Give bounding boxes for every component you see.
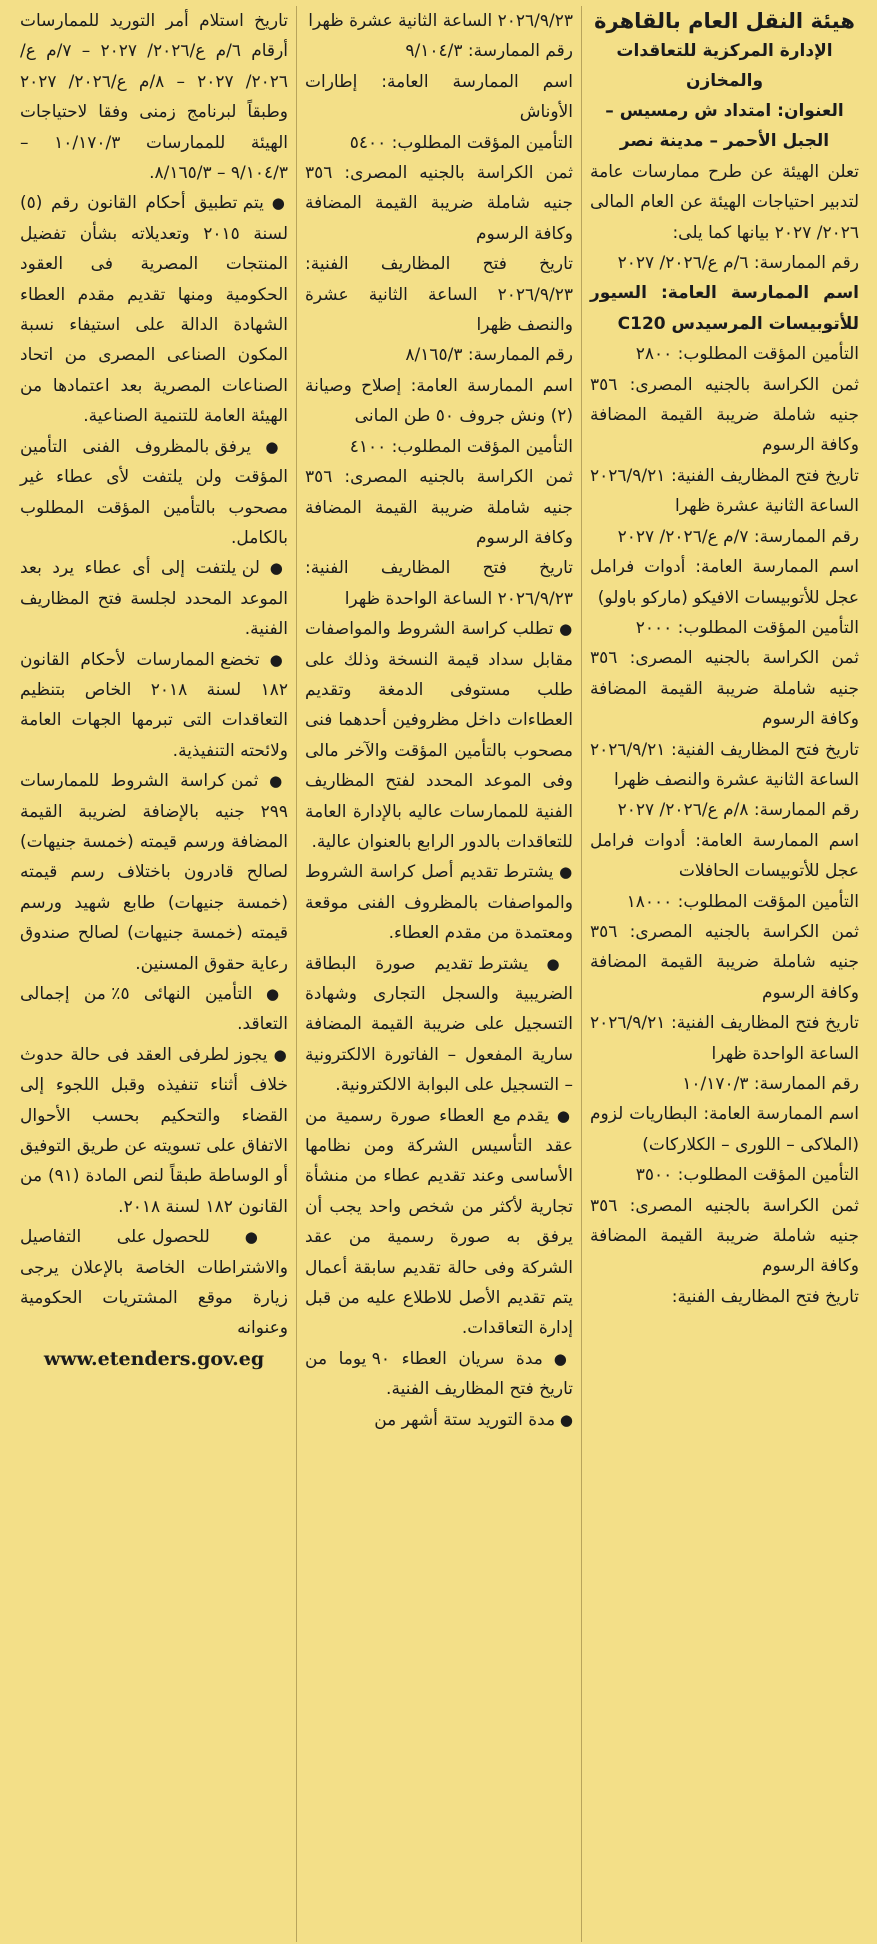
tender-line: ثمن الكراسة بالجنيه المصرى: ٣٥٦ جنيه شاملة ضريبة القيمة المضافة وكافة الرسوم (590, 374, 859, 456)
condition-bullet: ● يرفق بالمظروف الفنى التأمين المؤقت ولن يلتفت لأى عطاء غير مصحوب بالتأمين المؤقت المطلوب بالكامل. (20, 432, 288, 554)
condition-bullet: ● يقدم مع العطاء صورة رسمية من عقد التأسيس الشركة ومن نظامها الأساسى وعند تقديم عطاء من منشأة تجارية لأكثر من شخص واحد يجب أن يرفق به صورة رسمية من عقد الشركة وفى حالة تقديم سابقة أعمال يتم تقديم الأصل للاطلاع عليه من قبل إدارة التعاقدات. (305, 1101, 573, 1344)
tender-line: ثمن الكراسة بالجنيه المصرى: ٣٥٦ جنيه شاملة ضريبة القيمة المضافة وكافة الرسوم (590, 648, 859, 730)
column-middle (297, 6, 582, 1942)
tender-line: اسم الممارسة العامة: السيور للأتوبيسات المرسيدس C120 (590, 283, 859, 334)
supply-intro: تاريخ استلام أمر التوريد للممارسات أرقام ٦/م ع/٢٠٢٦/ ٢٠٢٧ – ٧/م ع/٢٠٢٦/ ٢٠٢٧ – ٨/م ع/٢٠٢٦/ ٢٠٢٧ وطبقاً لبرنامج زمنى وفقا لاحتياجات الهيئة للممارسات ١٠/١٧٠/٣ – ٩/١٠٤/٣ – ٨/١٦٥/٣. (20, 11, 289, 184)
condition-bullet: ● يشترط تقديم صورة البطاقة الضريبية والسجل التجارى وشهادة التسجيل على ضريبة القيمة المضافة سارية المفعول – الفاتورة الالكترونية – التسجيل على البوابة الالكترونية. (305, 949, 573, 1101)
condition-bullet: ● يشترط تقديم أصل كراسة الشروط والمواصفات بالمظروف الفنى موقعة ومعتمدة من مقدم العطاء. (305, 857, 573, 948)
tender-line: تاريخ فتح المظاريف الفنية: ٢٠٢٦/٩/٢١ الساعة الواحدة ظهرا (590, 1013, 859, 1064)
authority-title: هيئة النقل العام بالقاهرة (594, 9, 855, 33)
tender-line: التأمين المؤقت المطلوب: ٣٥٠٠ (635, 1165, 859, 1186)
condition-bullet: ● لن يلتفت إلى أى عطاء يرد بعد الموعد المحدد لجلسة فتح المظاريف الفنية. (20, 553, 288, 644)
tender-line: التأمين المؤقت المطلوب: ٤١٠٠ (349, 436, 573, 457)
condition-bullet: ● للحصول على التفاصيل والاشتراطات الخاصة بالإعلان يرجى زيارة موقع المشتريات الحكومية وعنوانه (20, 1222, 288, 1344)
condition-bullet: ● مدة التوريد ستة أشهر من (305, 1405, 573, 1435)
condition-bullet: ● يتم تطبيق أحكام القانون رقم (٥) لسنة ٢٠١٥ وتعديلاته بشأن تفضيل المنتجات المصرية فى العقود الحكومية ومنها تقديم مقدم العطاء الشهادة الدالة على استيفاء نسبة المكون الصناعى المصرى من اتحاد الصناعات المصرية بعد اعتمادها من الهيئة العامة للتنمية الصناعية. (20, 188, 288, 431)
condition-bullet: ● ثمن كراسة الشروط للممارسات ٢٩٩ جنيه بالإضافة لضريبة القيمة المضافة ورسم قيمته (خمسة جنيهات) لصالح قادرون باختلاف رسم قيمته (خمسة جنيهات) طابع شهيد ورسم قيمته (خمسة جنيهات) لصالح صندوق رعاية حقوق المسنين. (20, 766, 288, 979)
tender-line: ٢٠٢٦/٩/٢٣ الساعة الثانية عشرة ظهرا (308, 11, 573, 31)
tender-line: ثمن الكراسة بالجنيه المصرى: ٣٥٦ جنيه شاملة ضريبة القيمة المضافة وكافة الرسوم (305, 467, 573, 548)
tender-line: التأمين المؤقت المطلوب: ٢٠٠٠ (635, 617, 859, 638)
department-subtitle: الإدارة المركزية للتعاقدات والمخازن (616, 41, 833, 91)
tender-line: ثمن الكراسة بالجنيه المصرى: ٣٥٦ جنيه شاملة ضريبة القيمة المضافة وكافة الرسوم (590, 921, 859, 1003)
tender-line: رقم الممارسة: ٩/١٠٤/٣ (405, 41, 573, 62)
tender-line: التأمين المؤقت المطلوب: ٥٤٠٠ (349, 132, 573, 153)
address: العنوان: امتداد ش رمسيس – الجبل الأحمر – مدينة نصر (605, 101, 844, 152)
tender-line: تاريخ فتح المظاريف الفنية: ٢٠٢٦/٩/٢١ الساعة الثانية عشرة ظهرا (590, 465, 859, 517)
column-right (582, 6, 867, 1942)
tender-line: ثمن الكراسة بالجنيه المصرى: ٣٥٦ جنيه شاملة ضريبة القيمة المضافة وكافة الرسوم (305, 163, 573, 244)
tender-line: رقم الممارسة: ٦/م ع/٢٠٢٦/ ٢٠٢٧ (617, 253, 859, 274)
tender-line: اسم الممارسة العامة: إصلاح وصيانة (٢) ونش جروف ٥٠ طن المانى (305, 375, 573, 427)
condition-bullet: ● يجوز لطرفى العقد فى حالة حدوث خلاف أثناء تنفيذه وقبل اللجوء إلى القضاء والتحكيم بحسب الأحوال الاتفاق على تسويته عن طريق التوفيق أو الوساطة طبقاً لنص المادة (٩١) من القانون ١٨٢ لسنة ٢٠١٨. (20, 1040, 288, 1222)
tender-line: تاريخ فتح المظاريف الفنية: ٢٠٢٦/٩/٢٣ الساعة الواحدة ظهرا (305, 558, 573, 609)
condition-bullet: ● التأمين النهائى ٥٪ من إجمالى التعاقد. (20, 979, 288, 1040)
tender-line: ثمن الكراسة بالجنيه المصرى: ٣٥٦ جنيه شاملة ضريبة القيمة المضافة وكافة الرسوم (590, 1195, 859, 1277)
condition-bullet: ● تطلب كراسة الشروط والمواصفات مقابل سداد قيمة النسخة وذلك على طلب مستوفى الدمغة وتقديم العطاءات داخل مظروفين أحدهما فنى مصحوب بالتأمين المؤقت والآخر مالى وفى الموعد المحدد لفتح المظاريف الفنية للممارسات عاليه بالإدارة العامة للتعاقدات بالدور الرابع بالعنوان عالية. (305, 614, 573, 857)
column-left (12, 6, 297, 1942)
tender-line: التأمين المؤقت المطلوب: ١٨٠٠٠ (626, 891, 859, 912)
tender-line: رقم الممارسة: ١٠/١٧٠/٣ (682, 1074, 859, 1094)
tender-line: رقم الممارسة: ٨/م ع/٢٠٢٦/ ٢٠٢٧ (617, 800, 859, 821)
tender-line: اسم الممارسة العامة: إطارات الأوناش (305, 71, 573, 123)
tender-line: رقم الممارسة: ٨/١٦٥/٣ (405, 345, 573, 366)
tender-line: تاريخ فتح المظاريف الفنية: ٢٠٢٦/٩/٢٣ الساعة الثانية عشرة والنصف ظهرا (305, 254, 573, 336)
condition-bullet: ● مدة سريان العطاء ٩٠ يوما من تاريخ فتح المظاريف الفنية. (305, 1344, 573, 1405)
condition-bullet: ● تخضع الممارسات لأحكام القانون ١٨٢ لسنة ٢٠١٨ الخاص بتنظيم التعاقدات التى تبرمها الجهات العامة ولائحته التنفيذية. (20, 645, 288, 767)
tender-line: اسم الممارسة العامة: أدوات فرامل عجل للأتوبيسات الحافلات (590, 830, 859, 882)
website-link[interactable]: www.etenders.gov.eg (43, 1347, 265, 1370)
tender-line: تاريخ فتح المظاريف الفنية: ٢٠٢٦/٩/٢١ الساعة الثانية عشرة والنصف ظهرا (590, 739, 859, 790)
intro-text: تعلن الهيئة عن طرح ممارسات عامة لتدبير احتياجات الهيئة عن العام المالى ٢٠٢٦/ ٢٠٢٧ بيانها كما يلى: (590, 161, 859, 243)
tender-line: التأمين المؤقت المطلوب: ٢٨٠٠ (635, 344, 859, 365)
tender-line: اسم الممارسة العامة: البطاريات لزوم (الملاكى – اللورى – الكلاركات) (590, 1104, 859, 1155)
tender-line: رقم الممارسة: ٧/م ع/٢٠٢٦/ ٢٠٢٧ (617, 526, 859, 547)
tender-line: تاريخ فتح المظاريف الفنية: (671, 1286, 859, 1307)
tender-line: اسم الممارسة العامة: أدوات فرامل عجل للأتوبيسات الافيكو (ماركو باولو) (590, 557, 859, 608)
